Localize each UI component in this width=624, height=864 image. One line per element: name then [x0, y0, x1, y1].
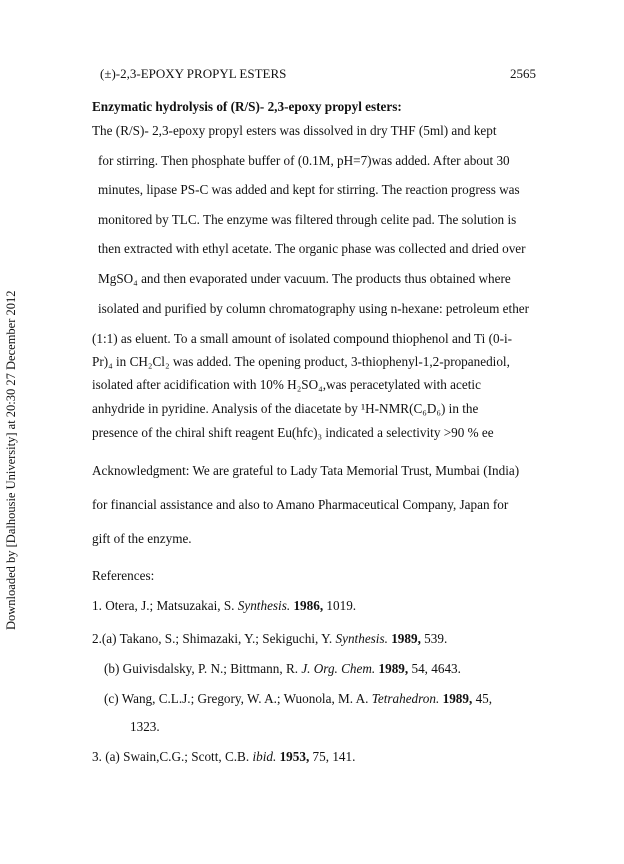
- paragraph-line: MgSO₄ and then evaporated under vacuum. The products thus obtained where: [98, 271, 511, 286]
- reference-item: [92, 749, 355, 765]
- reference-journal: Synthesis.: [237, 598, 291, 613]
- paragraph-line: anhydride in pyridine. Analysis of the diacetate by ¹H-NMR(C₆D₆) in the: [92, 401, 479, 416]
- paragraph-line: then extracted with ethyl acetate. The organic phase was collected and dried over: [98, 241, 526, 256]
- reference-year: 1986,: [290, 598, 324, 613]
- references-heading: References:: [92, 568, 155, 583]
- paragraph-line: monitored by TLC. The enzyme was filtered through celite pad. The solution is: [98, 212, 517, 227]
- reference-year: 1953,: [276, 749, 310, 764]
- reference-authors: 1. Otera, J.; Matsuzakai, S.: [92, 598, 238, 613]
- reference-authors: 3. (a) Swain,C.G.; Scott, C.B.: [92, 749, 253, 764]
- acknowledgment-line: for financial assistance and also to Amano Pharmaceutical Company, Japan for: [92, 497, 509, 512]
- reference-journal: Tetrahedron.: [371, 691, 440, 706]
- section-heading: Enzymatic hydrolysis of (R/S)- 2,3-epoxy propyl esters:: [92, 99, 402, 114]
- reference-authors: 2.(a) Takano, S.; Shimazaki, Y.; Sekiguchi, Y.: [92, 631, 336, 646]
- paragraph-line: presence of the chiral shift reagent Eu(hfc)₃ indicated a selectivity >90 % ee: [92, 425, 494, 440]
- reference-year: 1989,: [375, 661, 409, 676]
- paragraph-line: isolated after acidification with 10% H₂SO₄,was peracetylated with acetic: [92, 377, 481, 392]
- reference-pages: 1323.: [130, 719, 160, 734]
- reference-pages: 1019.: [323, 598, 357, 613]
- download-watermark: Downloaded by [Dalhousie University] at 20:30 27 December 2012: [4, 290, 18, 630]
- reference-item: [92, 631, 447, 647]
- reference-authors: (c) Wang, C.L.J.; Gregory, W. A.; Wuonola, M. A.: [104, 691, 372, 706]
- reference-journal: Synthesis.: [335, 631, 388, 646]
- paragraph-line: (1:1) as eluent. To a small amount of isolated compound thiophenol and Ti (0-i-: [92, 331, 513, 346]
- paragraph-line: The (R/S)- 2,3-epoxy propyl esters was dissolved in dry THF (5ml) and kept: [92, 123, 497, 138]
- reference-journal: ibid.: [252, 749, 277, 764]
- reference-item: [104, 691, 492, 707]
- paragraph-line: minutes, lipase PS-C was added and kept for stirring. The reaction progress was: [98, 182, 520, 197]
- reference-pages: 75, 141.: [309, 749, 356, 764]
- paragraph-line: isolated and purified by column chromatography using n-hexane: petroleum ether: [98, 301, 530, 316]
- reference-item: [92, 598, 356, 614]
- reference-item: [104, 661, 461, 677]
- running-header-title: (±)-2,3-EPOXY PROPYL ESTERS: [100, 66, 287, 81]
- reference-pages: 45,: [472, 691, 493, 706]
- reference-year: 1989,: [439, 691, 473, 706]
- paragraph-line: for stirring. Then phosphate buffer of (0.1M, pH=7)was added. After about 30: [98, 153, 510, 168]
- acknowledgment-line: Acknowledgment: We are grateful to Lady Tata Memorial Trust, Mumbai (India): [92, 463, 520, 478]
- reference-pages: 539.: [420, 631, 448, 646]
- reference-year: 1989,: [387, 631, 421, 646]
- acknowledgment-line: gift of the enzyme.: [92, 531, 192, 546]
- reference-authors: (b) Guivisdalsky, P. N.; Bittmann, R.: [104, 661, 302, 676]
- page-number: 2565: [510, 66, 536, 81]
- paragraph-line: Pr)₄ in CH₂Cl₂ was added. The opening product, 3-thiophenyl-1,2-propanediol,: [92, 354, 510, 369]
- reference-journal: J. Org. Chem.: [301, 661, 376, 676]
- reference-item-continuation: [130, 719, 160, 735]
- reference-pages: 54, 4643.: [408, 661, 461, 676]
